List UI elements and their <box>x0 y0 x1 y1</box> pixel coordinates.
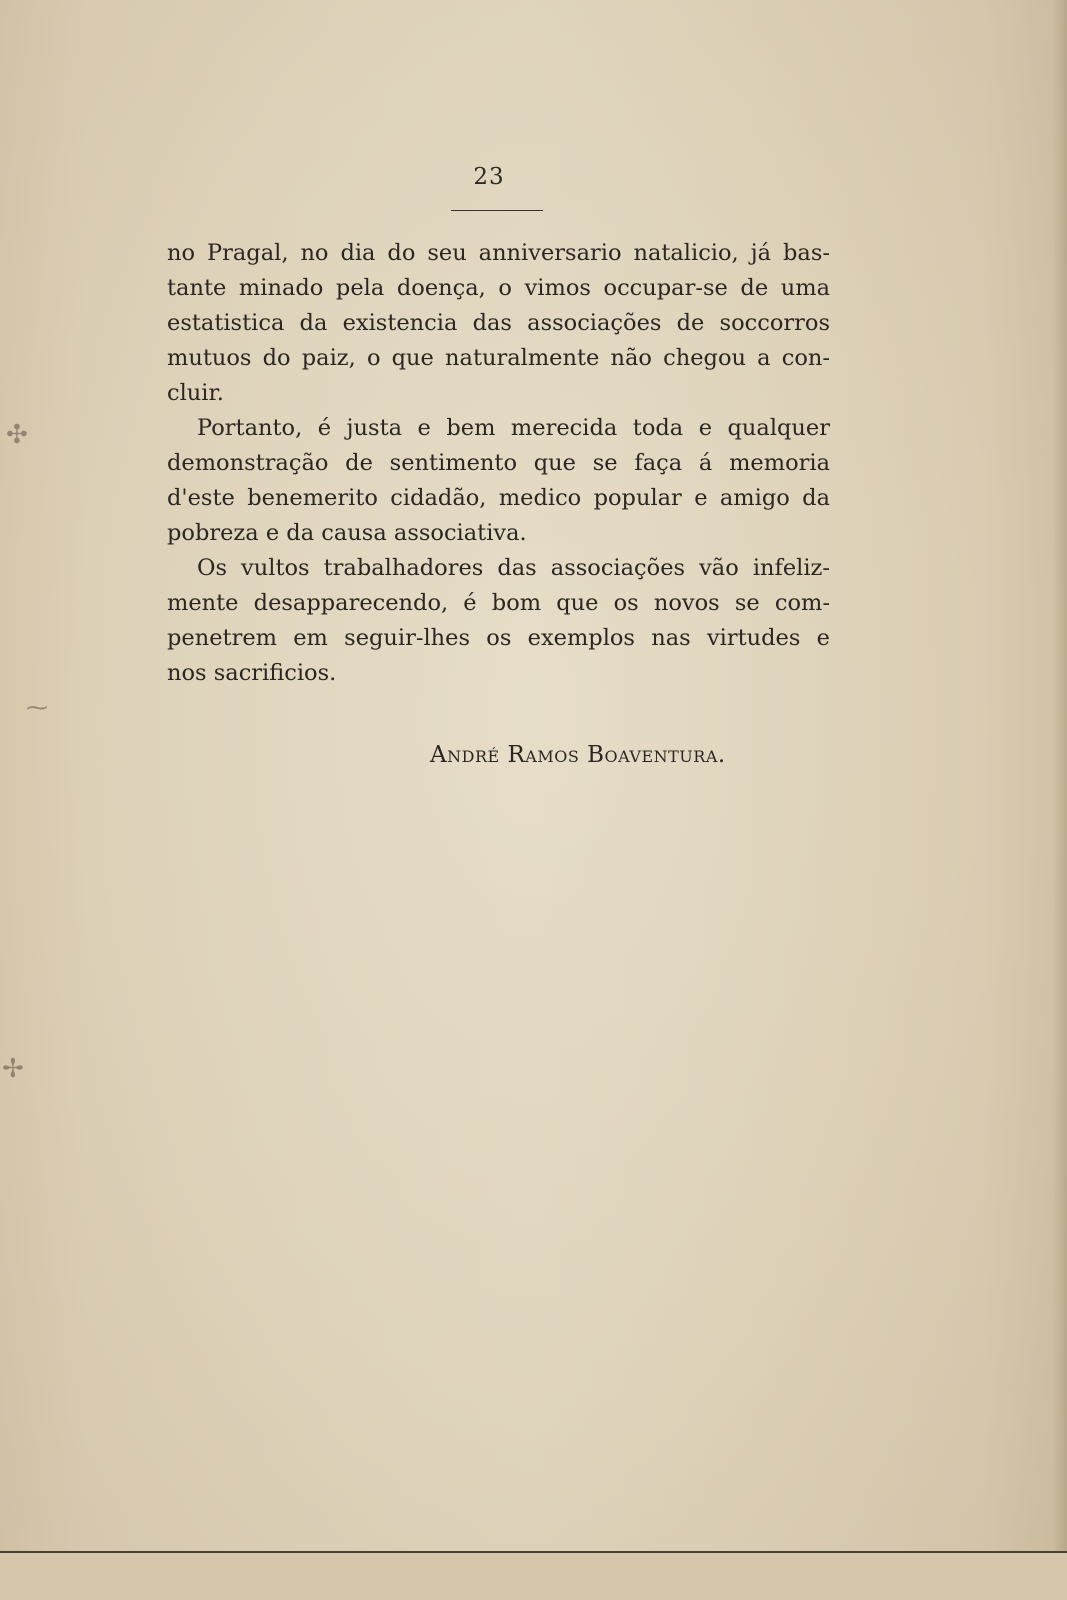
page-number: 23 <box>473 164 505 190</box>
margin-mark: ✣ <box>6 420 28 450</box>
page-edge-shadow <box>1053 0 1067 1600</box>
text-line: no Pragal, no dia do seu anniversario natalicio, já bas- <box>167 240 830 266</box>
text-line: d'este benemerito cidadão, medico popular e amigo da <box>167 485 830 511</box>
author-signature: André Ramos Boaventura. <box>430 742 726 768</box>
text-line: mutuos do paiz, o que naturalmente não chegou a con- <box>167 345 830 371</box>
text-line: demonstração de sentimento que se faça á memoria <box>167 450 830 476</box>
text-line: estatistica da existencia das associações de soccorros <box>167 310 830 336</box>
bottom-margin <box>0 1553 1067 1600</box>
text-line: penetrem em seguir-lhes os exemplos nas virtudes e <box>167 625 830 651</box>
margin-mark: ✢ <box>2 1054 24 1084</box>
text-line: cluir. <box>167 380 224 406</box>
text-line: pobreza e da causa associativa. <box>167 520 527 546</box>
text-line: mente desapparecendo, é bom que os novos se com- <box>167 590 830 616</box>
page-number-rule <box>451 210 543 211</box>
text-line: tante minado pela doença, o vimos occupar-se de uma <box>167 275 830 301</box>
margin-mark: ⁓ <box>26 696 48 721</box>
body-text <box>167 236 830 691</box>
text-line: nos sacrificios. <box>167 660 337 686</box>
text-line: Portanto, é justa e bem merecida toda e qualquer <box>197 415 830 441</box>
text-line: Os vultos trabalhadores das associações vão infeliz- <box>197 555 830 581</box>
